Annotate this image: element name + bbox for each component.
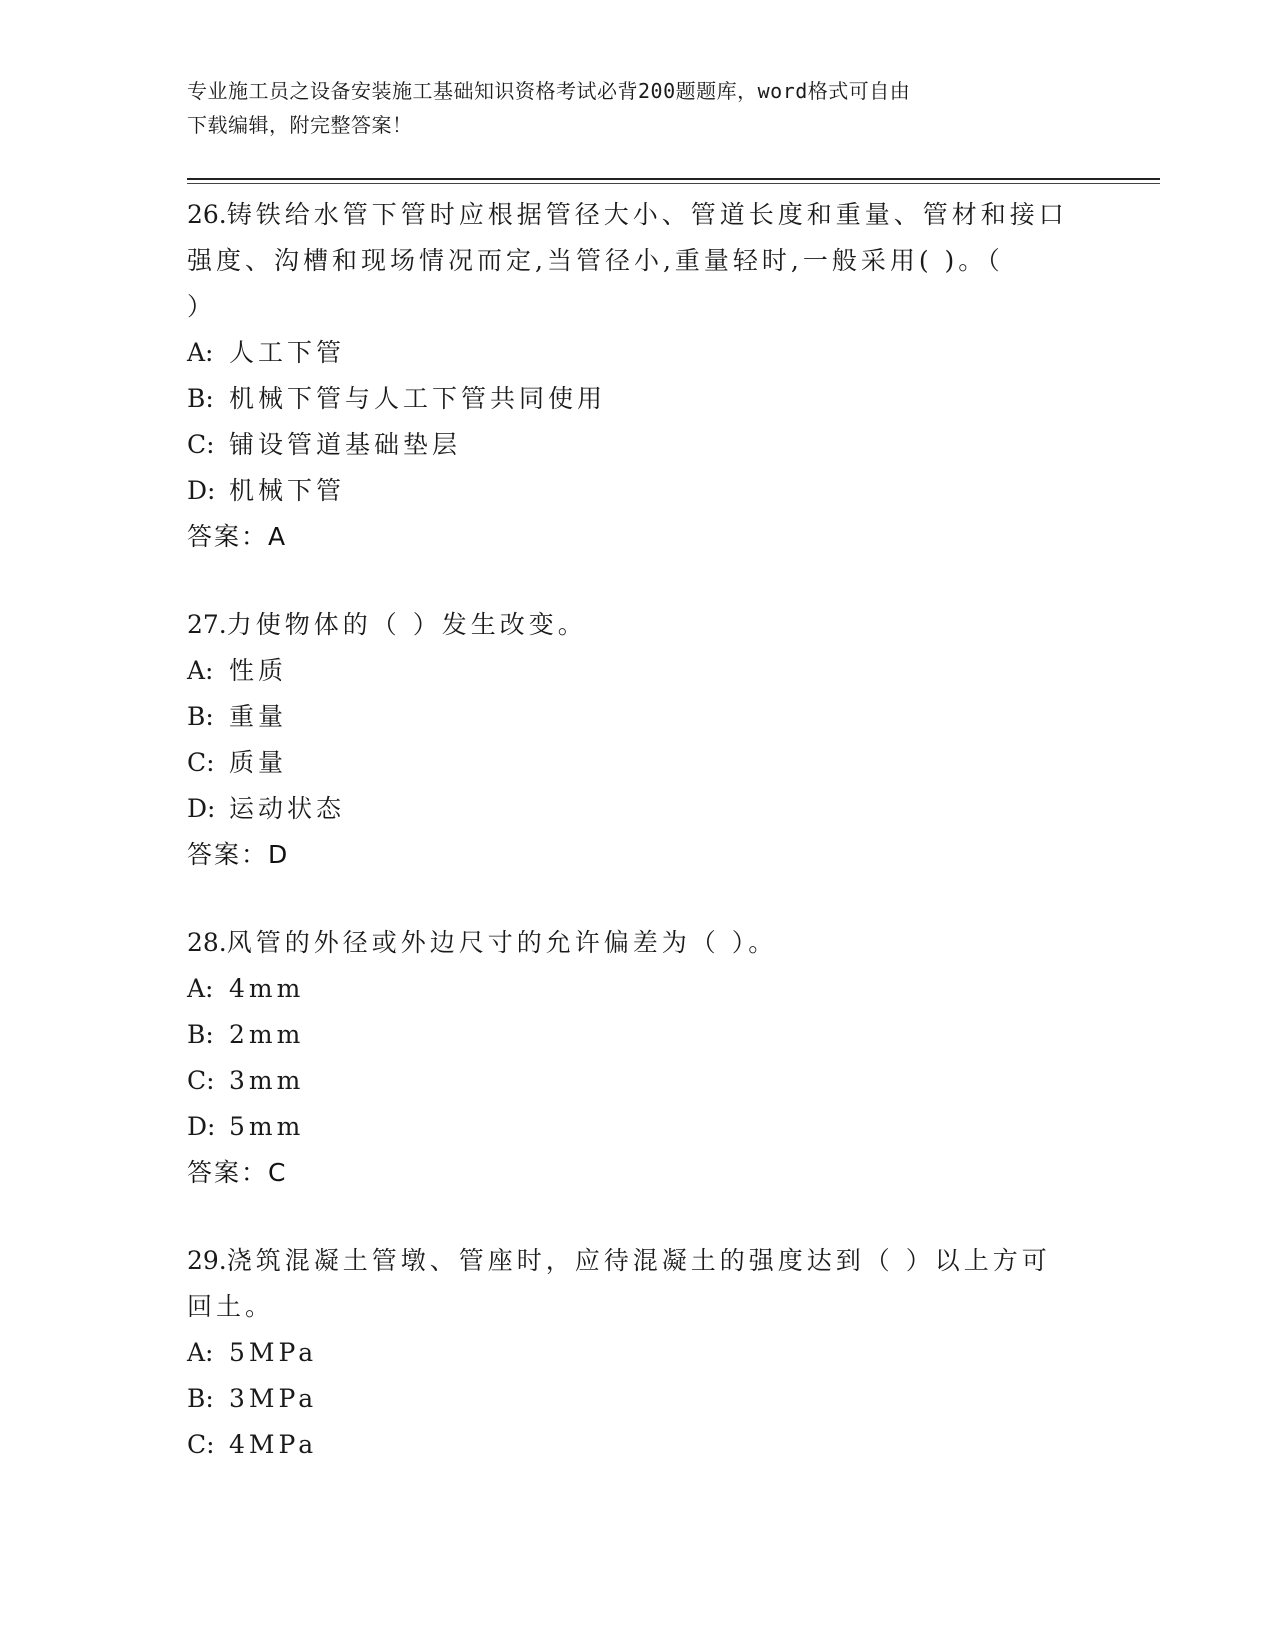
question-number: 27. xyxy=(187,610,227,639)
question-stem xyxy=(187,1238,1087,1284)
question-line: 浇筑混凝土管墩、管座时，应待混凝土的强度达到（ ）以上方可 xyxy=(226,1246,1051,1275)
option-a xyxy=(187,966,1087,1012)
option-text: 2mm xyxy=(229,1020,305,1049)
option-letter: D: xyxy=(187,794,216,823)
question-number: 26. xyxy=(187,200,227,229)
answer-line xyxy=(187,514,1087,560)
option-letter: D: xyxy=(187,1112,216,1141)
option-text: 人工下管 xyxy=(229,338,346,367)
option-text: 质量 xyxy=(229,748,288,777)
answer-value: C xyxy=(268,1158,286,1187)
option-a xyxy=(187,1330,1087,1376)
question-stem xyxy=(187,920,1087,966)
option-text: 3MPa xyxy=(229,1384,318,1413)
option-letter: C: xyxy=(187,1066,215,1095)
option-text: 铺设管道基础垫层 xyxy=(229,430,462,459)
option-c xyxy=(187,1422,1087,1468)
question-line: 铸铁给水管下管时应根据管径大小、管道长度和重量、管材和接口 xyxy=(226,200,1068,229)
answer-label: 答案： xyxy=(187,840,269,869)
option-text: 重量 xyxy=(229,702,288,731)
option-letter: A: xyxy=(187,974,214,1003)
option-text: 4mm xyxy=(229,974,305,1003)
option-d xyxy=(187,468,1087,514)
option-b xyxy=(187,376,1087,422)
question-stem xyxy=(187,192,1087,238)
option-text: 5mm xyxy=(229,1112,305,1141)
option-b xyxy=(187,1376,1087,1422)
option-a xyxy=(187,648,1087,694)
option-letter: C: xyxy=(187,430,215,459)
question-26 xyxy=(187,192,1087,560)
option-letter: B: xyxy=(187,702,214,731)
option-b xyxy=(187,694,1087,740)
question-stem xyxy=(187,602,1087,648)
header-divider-thick xyxy=(187,178,1160,180)
option-letter: B: xyxy=(187,1020,214,1049)
option-text: 4MPa xyxy=(229,1430,318,1459)
option-text: 3mm xyxy=(229,1066,305,1095)
answer-value: A xyxy=(268,522,286,551)
question-line: 回土。 xyxy=(187,1292,275,1321)
option-letter: D: xyxy=(187,476,216,505)
answer-label: 答案： xyxy=(187,522,269,551)
option-text: 机械下管 xyxy=(229,476,346,505)
option-c xyxy=(187,422,1087,468)
option-text: 运动状态 xyxy=(229,794,346,823)
option-letter: C: xyxy=(187,748,215,777)
question-number: 29. xyxy=(187,1246,227,1275)
option-text: 机械下管与人工下管共同使用 xyxy=(229,384,607,413)
answer-label: 答案： xyxy=(187,1158,269,1187)
option-c xyxy=(187,1058,1087,1104)
option-d xyxy=(187,786,1087,832)
question-line: 风管的外径或外边尺寸的允许偏差为（ ）。 xyxy=(226,928,778,957)
document-header xyxy=(187,74,1067,142)
question-line: 强度、沟槽和现场情况而定,当管径小,重量轻时,一般采用( )。（ xyxy=(187,246,1004,275)
header-line-2: 下载编辑，附完整答案！ xyxy=(187,113,413,137)
answer-value: D xyxy=(268,840,288,869)
header-line-1: 专业施工员之设备安装施工基础知识资格考试必背200题题库，word格式可自由 xyxy=(187,79,911,103)
question-number: 28. xyxy=(187,928,227,957)
question-27 xyxy=(187,602,1087,878)
option-letter: B: xyxy=(187,1384,214,1413)
option-letter: A: xyxy=(187,1338,214,1367)
answer-line xyxy=(187,832,1087,878)
question-line: 力使物体的（ ）发生改变。 xyxy=(226,610,587,639)
option-a xyxy=(187,330,1087,376)
answer-line xyxy=(187,1150,1087,1196)
option-text: 5MPa xyxy=(229,1338,318,1367)
option-d xyxy=(187,1104,1087,1150)
option-text: 性质 xyxy=(229,656,288,685)
question-29 xyxy=(187,1238,1087,1468)
option-letter: B: xyxy=(187,384,214,413)
option-c xyxy=(187,740,1087,786)
option-letter: C: xyxy=(187,1430,215,1459)
question-list xyxy=(187,192,1087,1510)
question-line: ） xyxy=(187,292,217,321)
option-letter: A: xyxy=(187,656,214,685)
header-divider-thin xyxy=(187,183,1160,184)
option-b xyxy=(187,1012,1087,1058)
question-28 xyxy=(187,920,1087,1196)
option-letter: A: xyxy=(187,338,214,367)
